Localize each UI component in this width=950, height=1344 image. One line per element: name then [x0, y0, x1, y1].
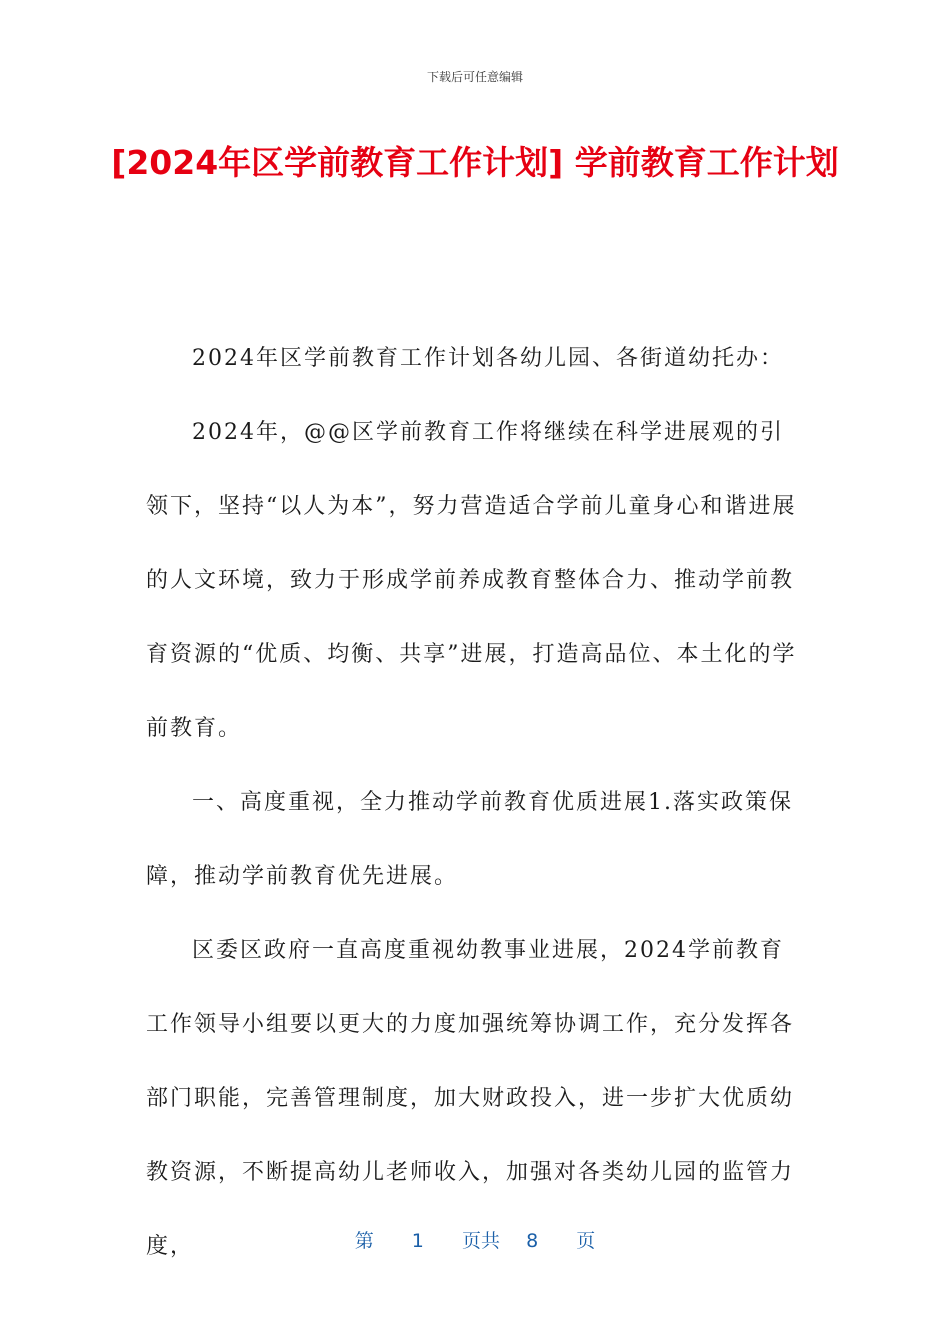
current-page-number: 1: [411, 1230, 424, 1252]
page-footer: [0, 1226, 950, 1253]
document-title: [2024年区学前教育工作计划] 学前教育工作计划: [111, 143, 839, 182]
footer-middle: 页共: [461, 1230, 500, 1252]
footer-prefix: 第: [354, 1230, 374, 1252]
document-body: [146, 322, 806, 1284]
paragraph: 区委区政府一直高度重视幼教事业进展，2024学前教育工作领导小组要以更大的力度加强统筹协调工作，充分发挥各部门职能，完善管理制度，加大财政投入，进一步扩大优质幼教资源，不断提高幼儿老师收入，加强对各类幼儿园的监管力度，: [146, 938, 795, 1259]
paragraph: 2024年，@@区学前教育工作将继续在科学进展观的引领下，坚持“以人为本”，努力营造适合学前儿童身心和谐进展的人文环境，致力于形成学前养成教育整体合力、推动学前教育资源的“优质、均衡、共享”进展，打造高品位、本土化的学前教育。: [146, 420, 797, 741]
paragraph: 2024年区学前教育工作计划各幼儿园、各街道幼托办：: [192, 346, 784, 371]
paragraph: 一、高度重视，全力推动学前教育优质进展1.落实政策保障，推动学前教育优先进展。: [146, 790, 793, 889]
total-pages-number: 8: [526, 1230, 539, 1252]
footer-suffix: 页: [576, 1230, 596, 1252]
header-note: 下载后可任意编辑: [426, 70, 523, 84]
